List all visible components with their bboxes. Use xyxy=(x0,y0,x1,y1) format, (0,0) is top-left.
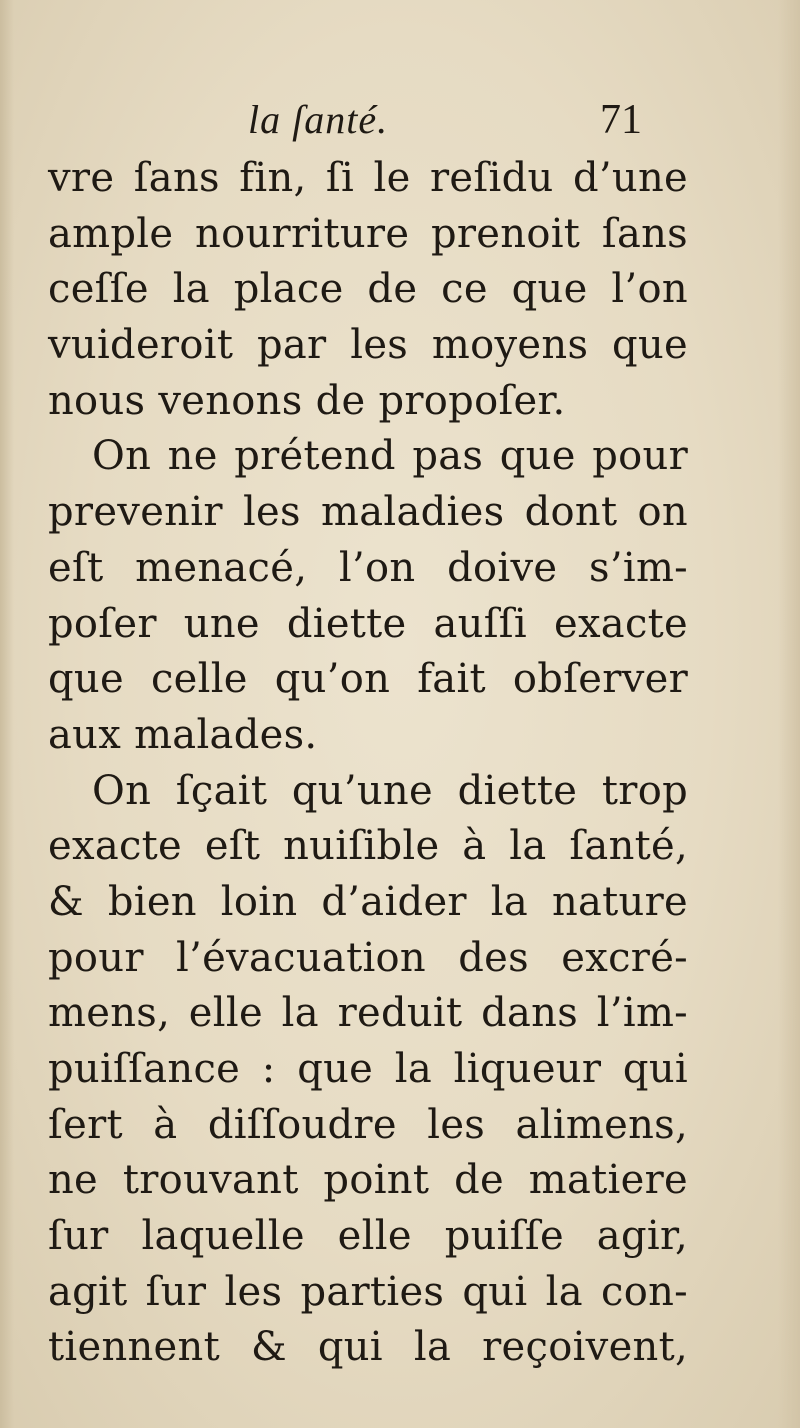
text-line: nous venons de propoſer. xyxy=(48,377,566,424)
text-line: On ne prétend pas que pour xyxy=(92,433,688,480)
text-line: mens, elle la reduit dans l’im- xyxy=(48,990,688,1037)
text-line: vuideroit par les moyens que xyxy=(48,322,688,369)
text-line: eſt menacé, l’on doive s’im- xyxy=(48,544,688,591)
text-line: ne trouvant point de matiere xyxy=(48,1157,688,1204)
text-line: tiennent & qui la reçoivent, xyxy=(48,1324,688,1371)
body-text xyxy=(48,151,688,1376)
text-line: que celle qu’on fait obſerver xyxy=(48,656,688,703)
running-title: la ſanté. xyxy=(248,97,389,142)
text-line: On ſçait qu’une diette trop xyxy=(92,767,688,814)
text-line: ſur laquelle elle puiſſe agir, xyxy=(48,1213,688,1260)
text-line: puiſſance : que la liqueur qui xyxy=(48,1046,688,1092)
text-line: poſer une diette auſſi exacte xyxy=(48,600,688,647)
running-head xyxy=(0,96,800,156)
text-line: aux malades. xyxy=(48,711,318,758)
text-line: ample nourriture prenoit ſans xyxy=(48,210,688,257)
text-line: & bien loin d’aider la nature xyxy=(48,878,688,925)
text-line: exacte eſt nuiſible à la ſanté, xyxy=(48,823,688,870)
text-line: vre ſans fin, ſi le reſidu d’une xyxy=(48,155,688,201)
page-number: 71 xyxy=(600,97,642,143)
text-line: agit ſur les parties qui la con- xyxy=(48,1268,688,1315)
text-line: ceſſe la place de ce que l’on xyxy=(48,266,688,313)
text-line: prevenir les maladies dont on xyxy=(48,489,688,536)
text-line: ſert à diſſoudre les alimens, xyxy=(48,1101,688,1148)
text-line: pour l’évacuation des excré- xyxy=(48,934,688,981)
